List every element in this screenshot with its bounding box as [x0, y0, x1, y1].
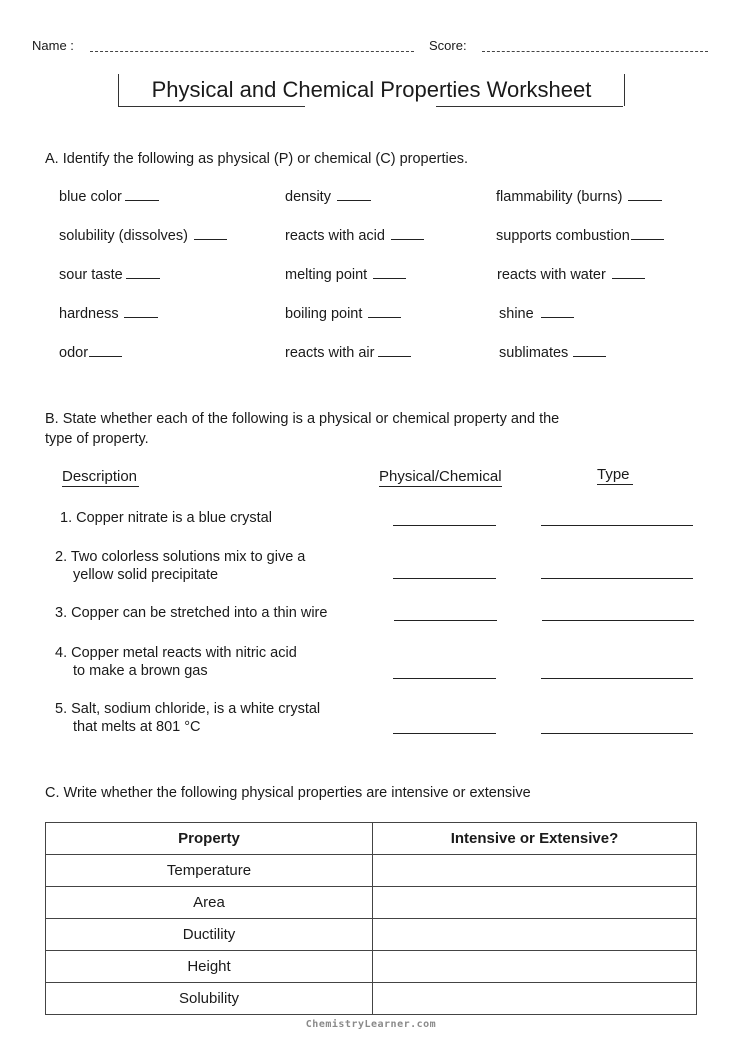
title-underline-right [436, 106, 623, 107]
answer-blank[interactable] [194, 225, 227, 240]
answer-blank[interactable] [391, 225, 424, 240]
table-row-description-cont: to make a brown gas [73, 663, 208, 679]
answer-cell[interactable] [373, 983, 697, 1015]
title-underline-left [118, 106, 305, 107]
name-field-line[interactable] [90, 51, 414, 52]
answer-cell[interactable] [373, 951, 697, 983]
answer-blank[interactable] [125, 186, 159, 201]
column-header-intensive-extensive: Intensive or Extensive? [373, 823, 697, 855]
section-b-instruction-line2: type of property. [45, 431, 149, 447]
answer-cell[interactable] [373, 887, 697, 919]
table-row-description: 4. Copper metal reacts with nitric acid [55, 645, 297, 661]
score-label: Score: [429, 38, 467, 53]
list-item: boiling point [285, 303, 401, 322]
table-row-description-cont: yellow solid precipitate [73, 567, 219, 583]
score-field-line[interactable] [482, 51, 708, 52]
column-header-type: Type [597, 466, 633, 485]
answer-blank[interactable] [368, 303, 401, 318]
list-item: reacts with air [285, 342, 411, 361]
list-item: odor [59, 342, 122, 361]
answer-blank[interactable] [631, 225, 664, 240]
physical-chemical-answer-line[interactable] [393, 733, 496, 734]
footer-watermark: ChemistryLearner.com [305, 1019, 437, 1030]
physical-chemical-answer-line[interactable] [394, 620, 497, 621]
name-label: Name : [32, 38, 74, 53]
property-cell: Solubility [46, 983, 373, 1015]
answer-blank[interactable] [612, 264, 645, 279]
list-item: reacts with water [497, 264, 645, 283]
title-box [118, 74, 625, 106]
type-answer-line[interactable] [541, 678, 693, 679]
list-item: sour taste [59, 264, 160, 283]
type-answer-line[interactable] [541, 578, 693, 579]
column-header-property: Property [46, 823, 373, 855]
list-item: solubility (dissolves) [59, 225, 227, 244]
property-cell: Ductility [46, 919, 373, 951]
property-cell: Height [46, 951, 373, 983]
list-item: reacts with acid [285, 225, 424, 244]
property-cell: Area [46, 887, 373, 919]
type-answer-line[interactable] [542, 620, 694, 621]
list-item: hardness [59, 303, 158, 322]
table-row [46, 855, 697, 887]
list-item: sublimates [499, 342, 606, 361]
column-header-description: Description [62, 468, 138, 485]
physical-chemical-answer-line[interactable] [393, 525, 496, 526]
list-item: flammability (burns) [496, 186, 662, 205]
properties-table [45, 822, 697, 1015]
property-cell: Temperature [46, 855, 373, 887]
answer-blank[interactable] [573, 342, 606, 357]
list-item: density [285, 186, 371, 205]
answer-blank[interactable] [541, 303, 574, 318]
answer-blank[interactable] [378, 342, 411, 357]
physical-chemical-answer-line[interactable] [393, 578, 496, 579]
answer-cell[interactable] [373, 919, 697, 951]
list-item: melting point [285, 264, 406, 283]
table-row-description-cont: that melts at 801 °C [73, 719, 201, 735]
answer-blank[interactable] [126, 264, 160, 279]
type-answer-line[interactable] [541, 525, 693, 526]
section-b-instruction-line1: B. State whether each of the following is a physical or chemical property and the [45, 411, 560, 427]
table-row [46, 919, 697, 951]
table-row [46, 951, 697, 983]
table-row-description: 2. Two colorless solutions mix to give a [55, 549, 306, 565]
section-a-instruction: A. Identify the following as physical (P) or chemical (C) properties. [45, 151, 469, 167]
answer-blank[interactable] [628, 186, 662, 201]
column-header-physical-chemical: Physical/Chemical [379, 468, 502, 485]
list-item: blue color [59, 186, 159, 205]
physical-chemical-answer-line[interactable] [393, 678, 496, 679]
table-row [46, 983, 697, 1015]
answer-blank[interactable] [373, 264, 406, 279]
answer-blank[interactable] [124, 303, 158, 318]
page-title: Physical and Chemical Properties Worksheet [151, 77, 592, 102]
table-row-description: 3. Copper can be stretched into a thin wire [55, 605, 328, 621]
table-row-description: 5. Salt, sodium chloride, is a white crystal [55, 701, 321, 717]
table-header-row [46, 823, 697, 855]
list-item: shine [499, 303, 574, 322]
table-row-description: 1. Copper nitrate is a blue crystal [60, 510, 272, 526]
answer-blank[interactable] [89, 342, 122, 357]
list-item: supports combustion [496, 225, 664, 244]
type-answer-line[interactable] [541, 733, 693, 734]
section-c-instruction: C. Write whether the following physical properties are intensive or extensive [45, 785, 531, 801]
answer-blank[interactable] [337, 186, 371, 201]
table-row [46, 887, 697, 919]
answer-cell[interactable] [373, 855, 697, 887]
